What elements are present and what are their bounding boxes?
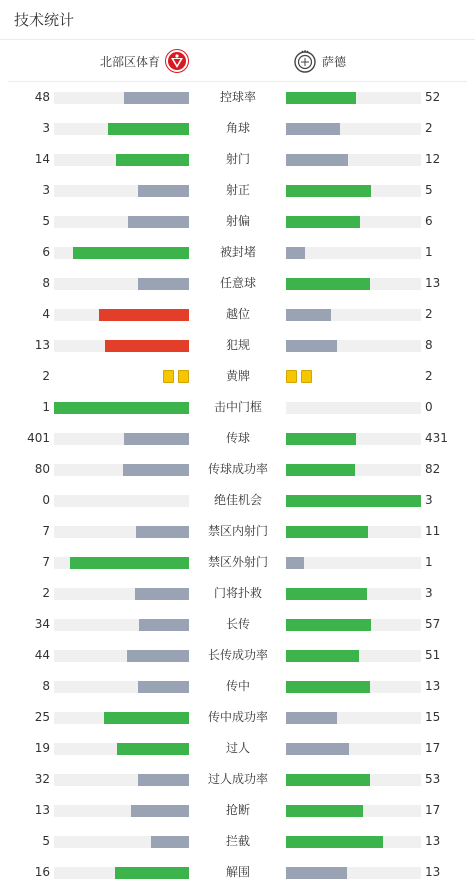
away-bar-track	[286, 743, 421, 755]
home-value: 25	[34, 710, 50, 724]
home-value: 6	[42, 245, 50, 259]
home-bar-track	[54, 185, 189, 197]
home-bar-track	[54, 712, 189, 724]
stat-label: 射正	[225, 183, 250, 197]
away-team[interactable]	[293, 49, 346, 73]
away-bar-fill	[286, 650, 359, 662]
away-value: 53	[425, 772, 441, 786]
away-bar-fill	[286, 774, 370, 786]
home-bar-fill	[128, 216, 189, 228]
home-bar-track	[54, 681, 189, 693]
stat-label: 控球率	[219, 90, 256, 104]
home-bar-fill	[151, 836, 189, 848]
yellow-card-icon	[301, 370, 312, 383]
home-bar-track	[54, 402, 189, 414]
section-header	[0, 0, 475, 40]
stat-row	[0, 857, 475, 888]
home-bar-fill	[131, 805, 189, 817]
stat-label: 任意球	[219, 276, 256, 290]
away-bar-track	[286, 216, 421, 228]
home-bar-fill	[115, 867, 189, 879]
stat-row	[0, 516, 475, 547]
home-bar-track	[54, 774, 189, 786]
stat-label: 禁区外射门	[207, 555, 268, 569]
away-bar-fill	[286, 867, 347, 879]
home-bar-track	[54, 340, 189, 352]
home-bar-track	[54, 92, 189, 104]
home-bar-track	[54, 495, 189, 507]
stat-label: 拦截	[225, 834, 250, 848]
home-team[interactable]	[100, 49, 189, 73]
home-bar-fill	[135, 588, 189, 600]
away-bar-track	[286, 619, 421, 631]
away-bar-track	[286, 495, 421, 507]
home-bar-fill	[138, 185, 189, 197]
away-bar-track	[286, 681, 421, 693]
stat-row	[0, 578, 475, 609]
away-bar-fill	[286, 278, 370, 290]
away-bar-fill	[286, 588, 367, 600]
away-bar-track	[286, 92, 421, 104]
stat-label: 射偏	[225, 214, 250, 228]
home-bar-track	[54, 464, 189, 476]
stat-label: 传球成功率	[207, 462, 268, 476]
away-value: 13	[425, 834, 441, 848]
away-bar-fill	[286, 681, 370, 693]
away-value: 15	[425, 710, 441, 724]
home-bar-track	[54, 836, 189, 848]
stat-label: 角球	[225, 121, 250, 135]
away-value: 431	[425, 431, 448, 445]
away-bar-track	[286, 650, 421, 662]
away-bar-track	[286, 278, 421, 290]
away-value: 5	[425, 183, 433, 197]
stat-row	[0, 206, 475, 237]
home-value: 5	[42, 834, 50, 848]
home-bar-fill	[99, 309, 189, 321]
stat-label: 击中门框	[213, 400, 262, 414]
home-team-logo-icon	[165, 49, 189, 73]
home-bar-track	[54, 805, 189, 817]
away-bar-track	[286, 836, 421, 848]
home-bar-fill	[104, 712, 189, 724]
away-yellow-cards	[286, 370, 316, 383]
home-value: 32	[34, 772, 50, 786]
away-bar-fill	[286, 495, 421, 507]
home-bar-fill	[73, 247, 189, 259]
yellow-card-icon	[178, 370, 189, 383]
away-bar-track	[286, 774, 421, 786]
away-value: 2	[425, 121, 433, 135]
away-value: 3	[425, 493, 433, 507]
away-bar-track	[286, 340, 421, 352]
away-value: 11	[425, 524, 441, 538]
stat-label: 长传成功率	[207, 648, 268, 662]
home-value: 3	[42, 183, 50, 197]
away-value: 12	[425, 152, 441, 166]
stat-row	[0, 702, 475, 733]
away-bar-fill	[286, 309, 331, 321]
stat-label: 门将扑救	[213, 586, 262, 600]
stat-row	[0, 144, 475, 175]
away-bar-fill	[286, 247, 305, 259]
home-value: 34	[34, 617, 50, 631]
away-value: 51	[425, 648, 441, 662]
away-value: 82	[425, 462, 441, 476]
home-bar-track	[54, 123, 189, 135]
away-bar-track	[286, 712, 421, 724]
stat-label: 过人	[225, 741, 250, 755]
home-bar-fill	[127, 650, 189, 662]
stat-row	[0, 795, 475, 826]
home-bar-fill	[105, 340, 189, 352]
away-bar-fill	[286, 92, 356, 104]
stat-label: 黄牌	[225, 369, 250, 383]
away-value: 6	[425, 214, 433, 228]
away-bar-track	[286, 805, 421, 817]
away-bar-fill	[286, 464, 355, 476]
home-team-name: 北部区体育	[99, 54, 160, 69]
stat-row	[0, 671, 475, 702]
home-bar-fill	[124, 433, 189, 445]
away-value: 2	[425, 307, 433, 321]
away-bar-track	[286, 433, 421, 445]
home-value: 48	[34, 90, 50, 104]
away-bar-track	[286, 123, 421, 135]
home-bar-track	[54, 619, 189, 631]
away-bar-fill	[286, 185, 371, 197]
home-bar-fill	[138, 774, 189, 786]
away-bar-fill	[286, 123, 340, 135]
stat-label: 犯规	[225, 338, 250, 352]
home-bar-fill	[138, 278, 189, 290]
home-value: 80	[34, 462, 50, 476]
stat-row	[0, 764, 475, 795]
away-value: 2	[425, 369, 433, 383]
stat-label: 绝佳机会	[213, 493, 262, 507]
home-bar-track	[54, 650, 189, 662]
stat-row	[0, 640, 475, 671]
home-value: 44	[34, 648, 50, 662]
away-value: 1	[425, 555, 433, 569]
home-bar-track	[54, 309, 189, 321]
stat-label: 长传	[225, 617, 250, 631]
away-bar-fill	[286, 340, 337, 352]
away-bar-fill	[286, 433, 356, 445]
away-bar-fill	[286, 557, 304, 569]
away-value: 0	[425, 400, 433, 414]
stat-row	[0, 392, 475, 423]
away-bar-fill	[286, 216, 360, 228]
home-value: 14	[34, 152, 50, 166]
away-value: 17	[425, 803, 441, 817]
stat-label: 过人成功率	[207, 772, 268, 786]
stat-row	[0, 330, 475, 361]
stat-row	[0, 237, 475, 268]
away-value: 13	[425, 865, 441, 879]
away-bar-track	[286, 526, 421, 538]
home-value: 19	[34, 741, 50, 755]
away-value: 8	[425, 338, 433, 352]
home-value: 3	[42, 121, 50, 135]
home-bar-track	[54, 526, 189, 538]
stat-row	[0, 454, 475, 485]
stat-row	[0, 547, 475, 578]
home-value: 2	[42, 369, 50, 383]
home-bar-fill	[117, 743, 189, 755]
away-bar-track	[286, 464, 421, 476]
home-bar-track	[54, 247, 189, 259]
stat-label: 越位	[225, 307, 250, 321]
stat-row	[0, 299, 475, 330]
home-value: 7	[42, 555, 50, 569]
away-bar-fill	[286, 712, 337, 724]
home-bar-track	[54, 154, 189, 166]
home-yellow-cards	[159, 370, 189, 383]
stat-label: 被封堵	[219, 245, 256, 259]
away-bar-fill	[286, 743, 349, 755]
yellow-card-icon	[163, 370, 174, 383]
stat-row	[0, 826, 475, 857]
away-bar-track	[286, 867, 421, 879]
stat-label: 传中成功率	[207, 710, 268, 724]
home-value: 8	[42, 276, 50, 290]
home-bar-fill	[124, 92, 189, 104]
away-team-logo-icon	[293, 49, 317, 73]
home-value: 13	[34, 338, 50, 352]
home-value: 4	[42, 307, 50, 321]
home-bar-track	[54, 867, 189, 879]
home-bar-fill	[108, 123, 189, 135]
away-bar-fill	[286, 836, 383, 848]
away-bar-track	[286, 309, 421, 321]
yellow-card-icon	[286, 370, 297, 383]
home-value: 5	[42, 214, 50, 228]
away-bar-fill	[286, 526, 368, 538]
stats-list	[0, 82, 475, 888]
away-bar-track	[286, 154, 421, 166]
home-bar-track	[54, 216, 189, 228]
away-value: 52	[425, 90, 441, 104]
away-bar-track	[286, 247, 421, 259]
stat-row	[0, 361, 475, 392]
stat-row	[0, 82, 475, 113]
away-value: 13	[425, 276, 441, 290]
home-bar-track	[54, 743, 189, 755]
stat-row	[0, 268, 475, 299]
away-value: 13	[425, 679, 441, 693]
away-bar-track	[286, 588, 421, 600]
stat-row	[0, 609, 475, 640]
home-bar-fill	[138, 681, 189, 693]
stat-label: 射门	[225, 152, 250, 166]
home-value: 8	[42, 679, 50, 693]
home-value: 13	[34, 803, 50, 817]
away-bar-track	[286, 185, 421, 197]
stat-label: 禁区内射门	[207, 524, 268, 538]
stat-label: 传中	[225, 679, 250, 693]
away-value: 3	[425, 586, 433, 600]
home-value: 2	[42, 586, 50, 600]
away-bar-fill	[286, 805, 363, 817]
away-bar-track	[286, 557, 421, 569]
home-bar-fill	[136, 526, 189, 538]
stat-row	[0, 733, 475, 764]
teams-header	[8, 40, 467, 82]
home-bar-fill	[116, 154, 189, 166]
home-value: 0	[42, 493, 50, 507]
stat-row	[0, 485, 475, 516]
stat-label: 抢断	[225, 803, 250, 817]
away-bar-fill	[286, 619, 371, 631]
away-bar-track	[286, 402, 421, 414]
home-bar-track	[54, 557, 189, 569]
home-bar-fill	[123, 464, 189, 476]
home-value: 401	[27, 431, 50, 445]
stat-label: 传球	[225, 431, 250, 445]
away-value: 57	[425, 617, 441, 631]
away-value: 1	[425, 245, 433, 259]
home-value: 7	[42, 524, 50, 538]
home-bar-fill	[54, 402, 189, 414]
home-value: 16	[34, 865, 50, 879]
home-bar-track	[54, 433, 189, 445]
away-team-name: 萨德	[322, 54, 347, 69]
home-bar-fill	[70, 557, 189, 569]
home-bar-track	[54, 588, 189, 600]
home-bar-fill	[139, 619, 189, 631]
stat-row	[0, 113, 475, 144]
away-bar-fill	[286, 154, 348, 166]
home-value: 1	[42, 400, 50, 414]
stat-row	[0, 175, 475, 206]
stat-row	[0, 423, 475, 454]
stat-label: 解围	[225, 865, 250, 879]
away-value: 17	[425, 741, 441, 755]
page-title: 技术统计	[14, 11, 75, 29]
home-bar-track	[54, 278, 189, 290]
